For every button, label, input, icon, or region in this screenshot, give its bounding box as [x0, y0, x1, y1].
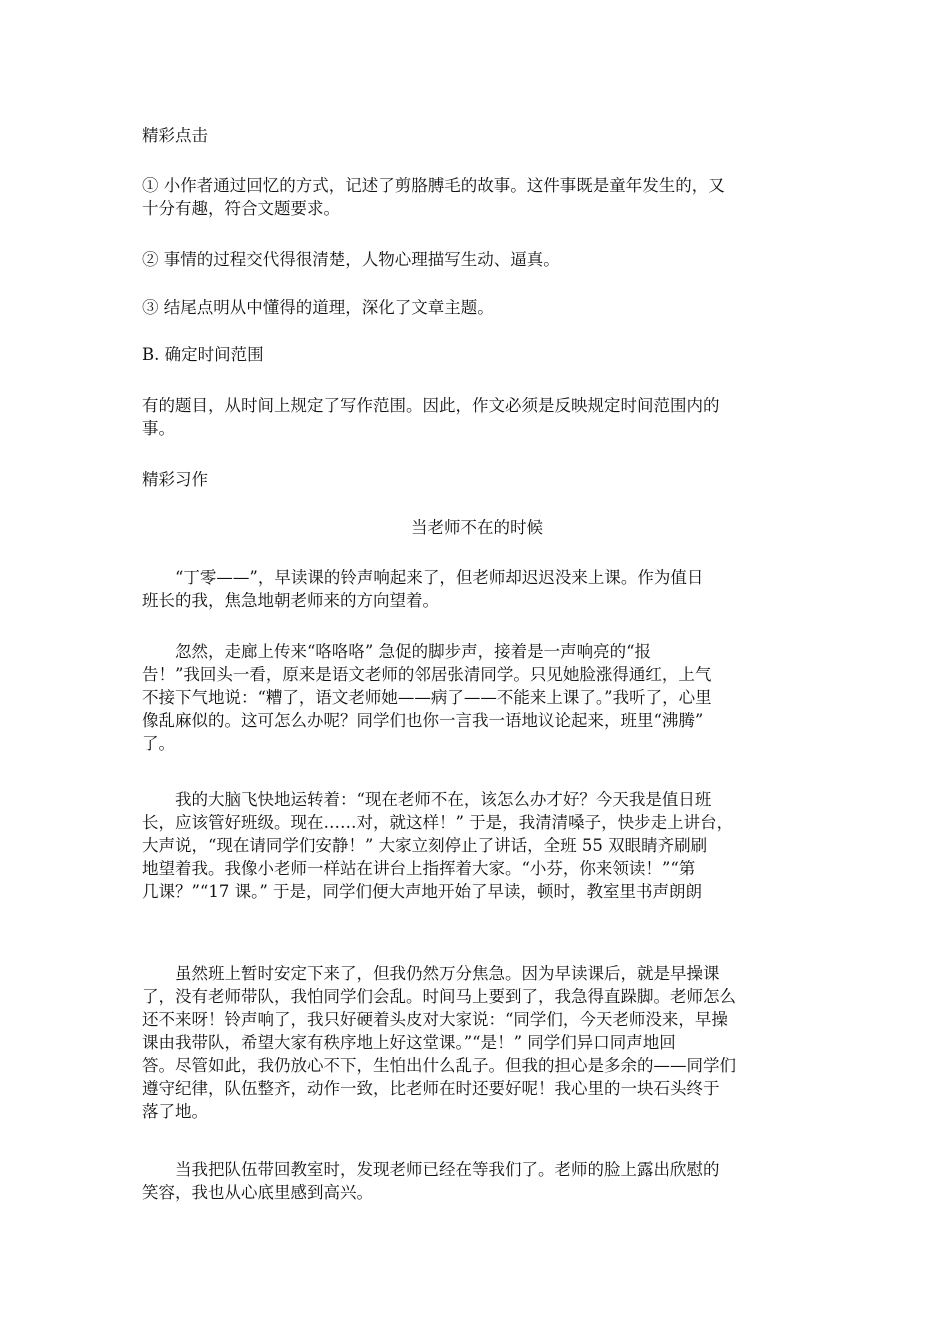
heading-highlights: [142, 124, 812, 147]
point-2: [142, 248, 812, 271]
point-1: [142, 174, 812, 220]
heading-essay-text: 精彩习作: [142, 470, 208, 489]
paragraph-5-line-2: 笑容，我也从心底里感到高兴。: [142, 1183, 373, 1202]
paragraph-4-line-6: 遵守纪律，队伍整齐，动作一致，比老师在时还要好呢！我心里的一块石头终于: [142, 1079, 720, 1098]
paragraph-2-line-1: 忽然，走廊上传来“咯咯咯” 急促的脚步声，接着是一声响亮的“报: [142, 642, 652, 661]
point-1-line-2: 十分有趣，符合文题要求。: [142, 199, 340, 218]
paragraph-2-line-4: 像乱麻似的。这可怎么办呢？同学们也你一言我一语地议论起来，班里“沸腾”: [142, 711, 704, 730]
heading-highlights-text: 精彩点击: [142, 126, 208, 145]
heading-essay: [142, 468, 812, 491]
paragraph-4-line-4: 课由我带队，希望大家有秩序地上好这堂课。”“是！” 同学们异口同声地回: [142, 1033, 676, 1052]
paragraph-1: [142, 566, 812, 612]
paragraph-3-line-5: 几课？”“17 课。” 于是，同学们便大声地开始了早读，顿时，教室里书声朗朗: [142, 882, 703, 901]
essay-title: 当老师不在的时候: [411, 518, 543, 537]
paragraph-2-line-5: 了。: [142, 734, 175, 753]
intro-line-2: 事。: [142, 419, 175, 438]
paragraph-1-line-1: “丁零——”，早读课的铃声响起来了，但老师却迟迟没来上课。作为值日: [142, 568, 704, 587]
paragraph-2: [142, 640, 812, 755]
paragraph-3-line-4: 地望着我。我像小老师一样站在讲台上指挥着大家。“小芬，你来领读！”“第: [142, 859, 696, 878]
paragraph-4-line-2: 了，没有老师带队，我怕同学们会乱。时间马上要到了，我急得直跺脚。老师怎么: [142, 987, 736, 1006]
paragraph-5: [142, 1158, 812, 1204]
point-2-line: ② 事情的过程交代得很清楚，人物心理描写生动、逼真。: [142, 250, 560, 269]
paragraph-4-line-5: 答。尽管如此，我仍放心不下，生怕出什么乱子。但我的担心是多余的——同学们: [142, 1056, 736, 1075]
point-1-line-1: ① 小作者通过回忆的方式，记述了剪胳膊毛的故事。这件事既是童年发生的，又: [142, 176, 725, 195]
paragraph-4: [142, 962, 812, 1123]
paragraph-1-line-2: 班长的我，焦急地朝老师来的方向望着。: [142, 591, 439, 610]
point-3: [142, 296, 812, 319]
intro-paragraph: [142, 394, 812, 440]
section-b-text: B. 确定时间范围: [142, 345, 264, 364]
paragraph-3-line-2: 长，应该管好班级。现在……对，就这样！” 于是，我清清嗓子，快步走上讲台，: [142, 813, 734, 832]
paragraph-4-line-3: 还不来呀！铃声响了，我只好硬着头皮对大家说：“同学们，今天老师没来，早操: [142, 1010, 728, 1029]
paragraph-3-line-1: 我的大脑飞快地运转着：“现在老师不在，该怎么办才好？今天我是值日班: [142, 790, 712, 809]
intro-line-1: 有的题目，从时间上规定了写作范围。因此，作文必须是反映规定时间范围内的: [142, 396, 720, 415]
paragraph-4-line-7: 落了地。: [142, 1102, 208, 1121]
paragraph-2-line-3: 不接下气地说：“糟了，语文老师她——病了——不能来上课了。”我听了，心里: [142, 688, 712, 707]
section-b-heading: [142, 343, 812, 366]
paragraph-2-line-2: 告！”我回头一看，原来是语文老师的邻居张清同学。只见她脸涨得通红，上气: [142, 665, 712, 684]
point-3-line: ③ 结尾点明从中懂得的道理，深化了文章主题。: [142, 298, 494, 317]
paragraph-3: [142, 788, 812, 903]
paragraph-5-line-1: 当我把队伍带回教室时，发现老师已经在等我们了。老师的脸上露出欣慰的: [142, 1160, 720, 1179]
paragraph-4-line-1: 虽然班上暂时安定下来了，但我仍然万分焦急。因为早读课后，就是早操课: [142, 964, 720, 983]
paragraph-3-line-3: 大声说，“现在请同学们安静！” 大家立刻停止了讲话，全班 55 双眼睛齐刷刷: [142, 836, 708, 855]
